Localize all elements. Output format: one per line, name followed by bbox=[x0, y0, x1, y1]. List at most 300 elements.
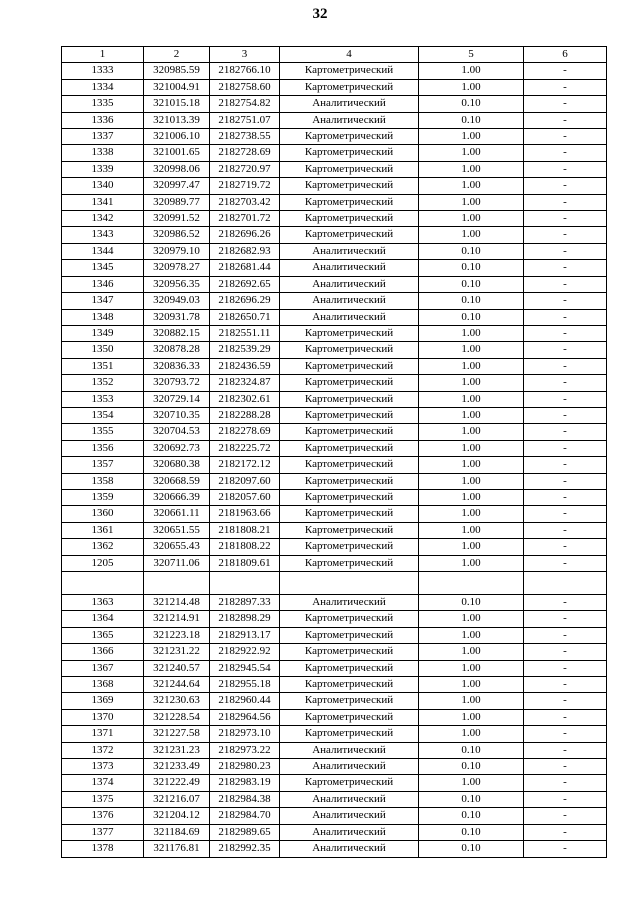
table-row bbox=[62, 161, 607, 177]
cell-accuracy: 0.10 bbox=[419, 260, 524, 276]
header-row bbox=[62, 47, 607, 63]
cell-method: Картометрический bbox=[280, 342, 419, 358]
cell-method: Картометрический bbox=[280, 539, 419, 555]
cell-method: Картометрический bbox=[280, 693, 419, 709]
cell-accuracy: 0.10 bbox=[419, 276, 524, 292]
cell-y-coordinate: 2182278.69 bbox=[210, 424, 280, 440]
cell-y-coordinate: 2181809.61 bbox=[210, 555, 280, 571]
cell-point-number: 1347 bbox=[62, 293, 144, 309]
cell-accuracy: 1.00 bbox=[419, 407, 524, 423]
cell-point-number: 1346 bbox=[62, 276, 144, 292]
cell-accuracy: 0.10 bbox=[419, 791, 524, 807]
cell-method: Картометрический bbox=[280, 391, 419, 407]
cell-y-coordinate: 2182973.22 bbox=[210, 742, 280, 758]
cell-x-coordinate: 321228.54 bbox=[144, 709, 210, 725]
cell-y-coordinate: 2182898.29 bbox=[210, 611, 280, 627]
table-row bbox=[62, 358, 607, 374]
cell-method: Аналитический bbox=[280, 96, 419, 112]
cell-accuracy: 1.00 bbox=[419, 129, 524, 145]
cell-point-number: 1375 bbox=[62, 791, 144, 807]
cell-point-number: 1354 bbox=[62, 407, 144, 423]
cell-point-number: 1360 bbox=[62, 506, 144, 522]
table-body bbox=[62, 63, 607, 857]
cell-accuracy: 1.00 bbox=[419, 489, 524, 505]
cell-y-coordinate: 2182719.72 bbox=[210, 178, 280, 194]
cell-note: - bbox=[524, 709, 607, 725]
cell-x-coordinate: 321231.23 bbox=[144, 742, 210, 758]
cell-point-number: 1371 bbox=[62, 726, 144, 742]
cell-method: Картометрический bbox=[280, 63, 419, 79]
cell-method: Аналитический bbox=[280, 112, 419, 128]
cell-x-coordinate: 320949.03 bbox=[144, 293, 210, 309]
cell-method: Аналитический bbox=[280, 824, 419, 840]
cell-method: Картометрический bbox=[280, 677, 419, 693]
cell-note: - bbox=[524, 759, 607, 775]
cell-note: - bbox=[524, 841, 607, 857]
cell-note: - bbox=[524, 161, 607, 177]
table-row bbox=[62, 808, 607, 824]
cell-note: - bbox=[524, 644, 607, 660]
table-row bbox=[62, 391, 607, 407]
cell-accuracy: 1.00 bbox=[419, 709, 524, 725]
cell-y-coordinate: 2182539.29 bbox=[210, 342, 280, 358]
cell-point-number: 1366 bbox=[62, 644, 144, 660]
cell-accuracy: 1.00 bbox=[419, 522, 524, 538]
cell-method: Картометрический bbox=[280, 145, 419, 161]
cell-accuracy bbox=[419, 572, 524, 595]
cell-note: - bbox=[524, 660, 607, 676]
cell-method: Аналитический bbox=[280, 260, 419, 276]
cell-y-coordinate: 2182696.29 bbox=[210, 293, 280, 309]
cell-x-coordinate: 320931.78 bbox=[144, 309, 210, 325]
cell-x-coordinate: 321184.69 bbox=[144, 824, 210, 840]
table-row bbox=[62, 824, 607, 840]
cell-method: Аналитический bbox=[280, 791, 419, 807]
cell-y-coordinate: 2182288.28 bbox=[210, 407, 280, 423]
cell-method: Картометрический bbox=[280, 709, 419, 725]
cell-note: - bbox=[524, 227, 607, 243]
cell-method: Картометрический bbox=[280, 375, 419, 391]
table-row bbox=[62, 841, 607, 857]
cell-note: - bbox=[524, 424, 607, 440]
cell-note: - bbox=[524, 791, 607, 807]
cell-accuracy: 0.10 bbox=[419, 243, 524, 259]
cell-x-coordinate: 320978.27 bbox=[144, 260, 210, 276]
cell-y-coordinate: 2182225.72 bbox=[210, 440, 280, 456]
cell-point-number: 1341 bbox=[62, 194, 144, 210]
cell-x-coordinate: 321204.12 bbox=[144, 808, 210, 824]
cell-y-coordinate: 2182984.38 bbox=[210, 791, 280, 807]
table-header bbox=[62, 47, 607, 63]
cell-x-coordinate: 321230.63 bbox=[144, 693, 210, 709]
cell-x-coordinate bbox=[144, 572, 210, 595]
cell-x-coordinate: 321244.64 bbox=[144, 677, 210, 693]
cell-note: - bbox=[524, 194, 607, 210]
cell-method: Аналитический bbox=[280, 742, 419, 758]
cell-point-number: 1342 bbox=[62, 211, 144, 227]
cell-note: - bbox=[524, 595, 607, 611]
cell-point-number: 1205 bbox=[62, 555, 144, 571]
cell-method: Картометрический bbox=[280, 161, 419, 177]
cell-x-coordinate: 321006.10 bbox=[144, 129, 210, 145]
cell-point-number: 1344 bbox=[62, 243, 144, 259]
table-row bbox=[62, 693, 607, 709]
cell-accuracy: 0.10 bbox=[419, 595, 524, 611]
cell-point-number: 1356 bbox=[62, 440, 144, 456]
cell-note: - bbox=[524, 522, 607, 538]
cell-method: Аналитический bbox=[280, 243, 419, 259]
table-row bbox=[62, 276, 607, 292]
coordinates-table bbox=[61, 46, 607, 858]
cell-x-coordinate: 321223.18 bbox=[144, 627, 210, 643]
table-row bbox=[62, 572, 607, 595]
cell-accuracy: 1.00 bbox=[419, 539, 524, 555]
cell-accuracy: 1.00 bbox=[419, 440, 524, 456]
cell-accuracy: 0.10 bbox=[419, 293, 524, 309]
cell-method: Картометрический bbox=[280, 79, 419, 95]
cell-note: - bbox=[524, 178, 607, 194]
cell-point-number bbox=[62, 572, 144, 595]
header-cell-6: 6 bbox=[524, 47, 607, 63]
cell-point-number: 1333 bbox=[62, 63, 144, 79]
cell-method: Картометрический bbox=[280, 129, 419, 145]
header-cell-3: 3 bbox=[210, 47, 280, 63]
cell-point-number: 1348 bbox=[62, 309, 144, 325]
table-row bbox=[62, 63, 607, 79]
cell-x-coordinate: 320989.77 bbox=[144, 194, 210, 210]
cell-accuracy: 0.10 bbox=[419, 96, 524, 112]
table-row bbox=[62, 506, 607, 522]
cell-note: - bbox=[524, 611, 607, 627]
cell-y-coordinate: 2182172.12 bbox=[210, 457, 280, 473]
cell-y-coordinate: 2182984.70 bbox=[210, 808, 280, 824]
cell-method: Картометрический bbox=[280, 227, 419, 243]
cell-x-coordinate: 320651.55 bbox=[144, 522, 210, 538]
cell-note: - bbox=[524, 325, 607, 341]
cell-x-coordinate: 321240.57 bbox=[144, 660, 210, 676]
cell-note: - bbox=[524, 627, 607, 643]
table-row bbox=[62, 96, 607, 112]
table-row bbox=[62, 775, 607, 791]
cell-y-coordinate: 2182692.65 bbox=[210, 276, 280, 292]
cell-point-number: 1349 bbox=[62, 325, 144, 341]
cell-note: - bbox=[524, 677, 607, 693]
cell-x-coordinate: 320836.33 bbox=[144, 358, 210, 374]
cell-point-number: 1352 bbox=[62, 375, 144, 391]
cell-y-coordinate: 2182324.87 bbox=[210, 375, 280, 391]
cell-note: - bbox=[524, 824, 607, 840]
cell-y-coordinate: 2182964.56 bbox=[210, 709, 280, 725]
cell-y-coordinate: 2182980.23 bbox=[210, 759, 280, 775]
cell-y-coordinate: 2182992.35 bbox=[210, 841, 280, 857]
cell-accuracy: 1.00 bbox=[419, 473, 524, 489]
table-row bbox=[62, 644, 607, 660]
cell-note: - bbox=[524, 473, 607, 489]
cell-y-coordinate bbox=[210, 572, 280, 595]
cell-y-coordinate: 2182728.69 bbox=[210, 145, 280, 161]
cell-point-number: 1377 bbox=[62, 824, 144, 840]
cell-y-coordinate: 2182551.11 bbox=[210, 325, 280, 341]
cell-note bbox=[524, 572, 607, 595]
cell-point-number: 1370 bbox=[62, 709, 144, 725]
cell-method: Картометрический bbox=[280, 424, 419, 440]
cell-point-number: 1350 bbox=[62, 342, 144, 358]
cell-accuracy: 1.00 bbox=[419, 457, 524, 473]
cell-method: Картометрический bbox=[280, 194, 419, 210]
cell-accuracy: 1.00 bbox=[419, 627, 524, 643]
cell-note: - bbox=[524, 63, 607, 79]
cell-y-coordinate: 2182973.10 bbox=[210, 726, 280, 742]
cell-x-coordinate: 320986.52 bbox=[144, 227, 210, 243]
cell-accuracy: 1.00 bbox=[419, 644, 524, 660]
cell-note: - bbox=[524, 489, 607, 505]
cell-accuracy: 1.00 bbox=[419, 424, 524, 440]
cell-accuracy: 1.00 bbox=[419, 660, 524, 676]
table-row bbox=[62, 293, 607, 309]
cell-method: Картометрический bbox=[280, 627, 419, 643]
table-row bbox=[62, 309, 607, 325]
cell-note: - bbox=[524, 309, 607, 325]
cell-x-coordinate: 320680.38 bbox=[144, 457, 210, 473]
cell-note: - bbox=[524, 457, 607, 473]
table-row bbox=[62, 227, 607, 243]
cell-point-number: 1376 bbox=[62, 808, 144, 824]
cell-method: Картометрический bbox=[280, 644, 419, 660]
cell-accuracy: 0.10 bbox=[419, 808, 524, 824]
cell-y-coordinate: 2182738.55 bbox=[210, 129, 280, 145]
cell-accuracy: 1.00 bbox=[419, 325, 524, 341]
cell-point-number: 1364 bbox=[62, 611, 144, 627]
table-row bbox=[62, 178, 607, 194]
cell-accuracy: 1.00 bbox=[419, 178, 524, 194]
cell-point-number: 1365 bbox=[62, 627, 144, 643]
cell-note: - bbox=[524, 693, 607, 709]
cell-y-coordinate: 2181808.21 bbox=[210, 522, 280, 538]
cell-accuracy: 1.00 bbox=[419, 375, 524, 391]
cell-point-number: 1339 bbox=[62, 161, 144, 177]
cell-x-coordinate: 320882.15 bbox=[144, 325, 210, 341]
cell-accuracy: 1.00 bbox=[419, 211, 524, 227]
cell-point-number: 1338 bbox=[62, 145, 144, 161]
cell-y-coordinate: 2182703.42 bbox=[210, 194, 280, 210]
cell-accuracy: 1.00 bbox=[419, 79, 524, 95]
cell-point-number: 1378 bbox=[62, 841, 144, 857]
cell-method: Картометрический bbox=[280, 726, 419, 742]
cell-y-coordinate: 2182696.26 bbox=[210, 227, 280, 243]
cell-x-coordinate: 320979.10 bbox=[144, 243, 210, 259]
cell-point-number: 1353 bbox=[62, 391, 144, 407]
header-cell-4: 4 bbox=[280, 47, 419, 63]
cell-note: - bbox=[524, 112, 607, 128]
cell-x-coordinate: 321231.22 bbox=[144, 644, 210, 660]
cell-accuracy: 0.10 bbox=[419, 742, 524, 758]
cell-point-number: 1359 bbox=[62, 489, 144, 505]
cell-y-coordinate: 2182650.71 bbox=[210, 309, 280, 325]
cell-x-coordinate: 321216.07 bbox=[144, 791, 210, 807]
cell-point-number: 1336 bbox=[62, 112, 144, 128]
cell-point-number: 1367 bbox=[62, 660, 144, 676]
cell-accuracy: 0.10 bbox=[419, 309, 524, 325]
cell-x-coordinate: 321176.81 bbox=[144, 841, 210, 857]
cell-point-number: 1358 bbox=[62, 473, 144, 489]
cell-method: Картометрический bbox=[280, 211, 419, 227]
cell-point-number: 1362 bbox=[62, 539, 144, 555]
cell-method: Аналитический bbox=[280, 759, 419, 775]
cell-method: Аналитический bbox=[280, 293, 419, 309]
cell-method: Картометрический bbox=[280, 522, 419, 538]
cell-x-coordinate: 321013.39 bbox=[144, 112, 210, 128]
cell-x-coordinate: 321004.91 bbox=[144, 79, 210, 95]
cell-x-coordinate: 320661.11 bbox=[144, 506, 210, 522]
cell-point-number: 1363 bbox=[62, 595, 144, 611]
cell-y-coordinate: 2182436.59 bbox=[210, 358, 280, 374]
cell-y-coordinate: 2182897.33 bbox=[210, 595, 280, 611]
cell-y-coordinate: 2182983.19 bbox=[210, 775, 280, 791]
cell-note: - bbox=[524, 260, 607, 276]
page-number: 32 bbox=[312, 6, 328, 22]
cell-point-number: 1374 bbox=[62, 775, 144, 791]
cell-point-number: 1337 bbox=[62, 129, 144, 145]
cell-y-coordinate: 2182720.97 bbox=[210, 161, 280, 177]
cell-point-number: 1355 bbox=[62, 424, 144, 440]
cell-x-coordinate: 321214.91 bbox=[144, 611, 210, 627]
table-row bbox=[62, 709, 607, 725]
cell-point-number: 1343 bbox=[62, 227, 144, 243]
cell-accuracy: 1.00 bbox=[419, 358, 524, 374]
cell-point-number: 1340 bbox=[62, 178, 144, 194]
cell-note: - bbox=[524, 293, 607, 309]
cell-x-coordinate: 320711.06 bbox=[144, 555, 210, 571]
table-row bbox=[62, 726, 607, 742]
cell-x-coordinate: 320655.43 bbox=[144, 539, 210, 555]
cell-note: - bbox=[524, 211, 607, 227]
table-row bbox=[62, 194, 607, 210]
cell-method bbox=[280, 572, 419, 595]
cell-point-number: 1368 bbox=[62, 677, 144, 693]
cell-note: - bbox=[524, 276, 607, 292]
cell-accuracy: 0.10 bbox=[419, 759, 524, 775]
cell-y-coordinate: 2181963.66 bbox=[210, 506, 280, 522]
table-row bbox=[62, 595, 607, 611]
table-row bbox=[62, 627, 607, 643]
cell-method: Картометрический bbox=[280, 506, 419, 522]
cell-note: - bbox=[524, 375, 607, 391]
cell-point-number: 1345 bbox=[62, 260, 144, 276]
table-row bbox=[62, 457, 607, 473]
cell-y-coordinate: 2182766.10 bbox=[210, 63, 280, 79]
cell-point-number: 1335 bbox=[62, 96, 144, 112]
cell-y-coordinate: 2182682.93 bbox=[210, 243, 280, 259]
cell-accuracy: 1.00 bbox=[419, 194, 524, 210]
cell-x-coordinate: 320704.53 bbox=[144, 424, 210, 440]
cell-y-coordinate: 2182960.44 bbox=[210, 693, 280, 709]
cell-x-coordinate: 320793.72 bbox=[144, 375, 210, 391]
cell-y-coordinate: 2182057.60 bbox=[210, 489, 280, 505]
cell-method: Картометрический bbox=[280, 178, 419, 194]
cell-note: - bbox=[524, 539, 607, 555]
cell-note: - bbox=[524, 742, 607, 758]
cell-y-coordinate: 2182097.60 bbox=[210, 473, 280, 489]
cell-point-number: 1351 bbox=[62, 358, 144, 374]
table-row bbox=[62, 791, 607, 807]
cell-y-coordinate: 2182922.92 bbox=[210, 644, 280, 660]
header-cell-1: 1 bbox=[62, 47, 144, 63]
cell-point-number: 1334 bbox=[62, 79, 144, 95]
cell-x-coordinate: 320998.06 bbox=[144, 161, 210, 177]
cell-x-coordinate: 320666.39 bbox=[144, 489, 210, 505]
table-row bbox=[62, 660, 607, 676]
cell-y-coordinate: 2182751.07 bbox=[210, 112, 280, 128]
table-row bbox=[62, 473, 607, 489]
cell-accuracy: 1.00 bbox=[419, 145, 524, 161]
table-row bbox=[62, 555, 607, 571]
cell-point-number: 1372 bbox=[62, 742, 144, 758]
cell-accuracy: 1.00 bbox=[419, 726, 524, 742]
cell-y-coordinate: 2182989.65 bbox=[210, 824, 280, 840]
cell-x-coordinate: 321222.49 bbox=[144, 775, 210, 791]
cell-accuracy: 1.00 bbox=[419, 775, 524, 791]
cell-accuracy: 1.00 bbox=[419, 555, 524, 571]
table-row bbox=[62, 325, 607, 341]
cell-accuracy: 1.00 bbox=[419, 342, 524, 358]
cell-method: Аналитический bbox=[280, 841, 419, 857]
table-row bbox=[62, 375, 607, 391]
cell-x-coordinate: 320997.47 bbox=[144, 178, 210, 194]
cell-accuracy: 1.00 bbox=[419, 677, 524, 693]
table-row bbox=[62, 539, 607, 555]
cell-y-coordinate: 2182955.18 bbox=[210, 677, 280, 693]
cell-accuracy: 1.00 bbox=[419, 391, 524, 407]
table-row bbox=[62, 260, 607, 276]
cell-method: Картометрический bbox=[280, 407, 419, 423]
cell-x-coordinate: 320692.73 bbox=[144, 440, 210, 456]
cell-accuracy: 0.10 bbox=[419, 824, 524, 840]
cell-note: - bbox=[524, 775, 607, 791]
cell-x-coordinate: 321015.18 bbox=[144, 96, 210, 112]
cell-y-coordinate: 2182302.61 bbox=[210, 391, 280, 407]
cell-y-coordinate: 2181808.22 bbox=[210, 539, 280, 555]
table-row bbox=[62, 522, 607, 538]
cell-note: - bbox=[524, 79, 607, 95]
cell-x-coordinate: 321214.48 bbox=[144, 595, 210, 611]
cell-x-coordinate: 320985.59 bbox=[144, 63, 210, 79]
cell-x-coordinate: 320991.52 bbox=[144, 211, 210, 227]
cell-method: Аналитический bbox=[280, 276, 419, 292]
cell-accuracy: 0.10 bbox=[419, 841, 524, 857]
table-row bbox=[62, 145, 607, 161]
header-cell-5: 5 bbox=[419, 47, 524, 63]
cell-note: - bbox=[524, 358, 607, 374]
cell-method: Аналитический bbox=[280, 808, 419, 824]
cell-y-coordinate: 2182754.82 bbox=[210, 96, 280, 112]
cell-y-coordinate: 2182913.17 bbox=[210, 627, 280, 643]
cell-method: Картометрический bbox=[280, 440, 419, 456]
cell-y-coordinate: 2182701.72 bbox=[210, 211, 280, 227]
cell-y-coordinate: 2182758.60 bbox=[210, 79, 280, 95]
cell-note: - bbox=[524, 145, 607, 161]
cell-note: - bbox=[524, 440, 607, 456]
cell-x-coordinate: 320956.35 bbox=[144, 276, 210, 292]
table-row bbox=[62, 489, 607, 505]
cell-method: Картометрический bbox=[280, 775, 419, 791]
table-row bbox=[62, 759, 607, 775]
cell-point-number: 1373 bbox=[62, 759, 144, 775]
cell-method: Картометрический bbox=[280, 457, 419, 473]
cell-point-number: 1369 bbox=[62, 693, 144, 709]
cell-method: Картометрический bbox=[280, 473, 419, 489]
cell-note: - bbox=[524, 407, 607, 423]
table-row bbox=[62, 742, 607, 758]
